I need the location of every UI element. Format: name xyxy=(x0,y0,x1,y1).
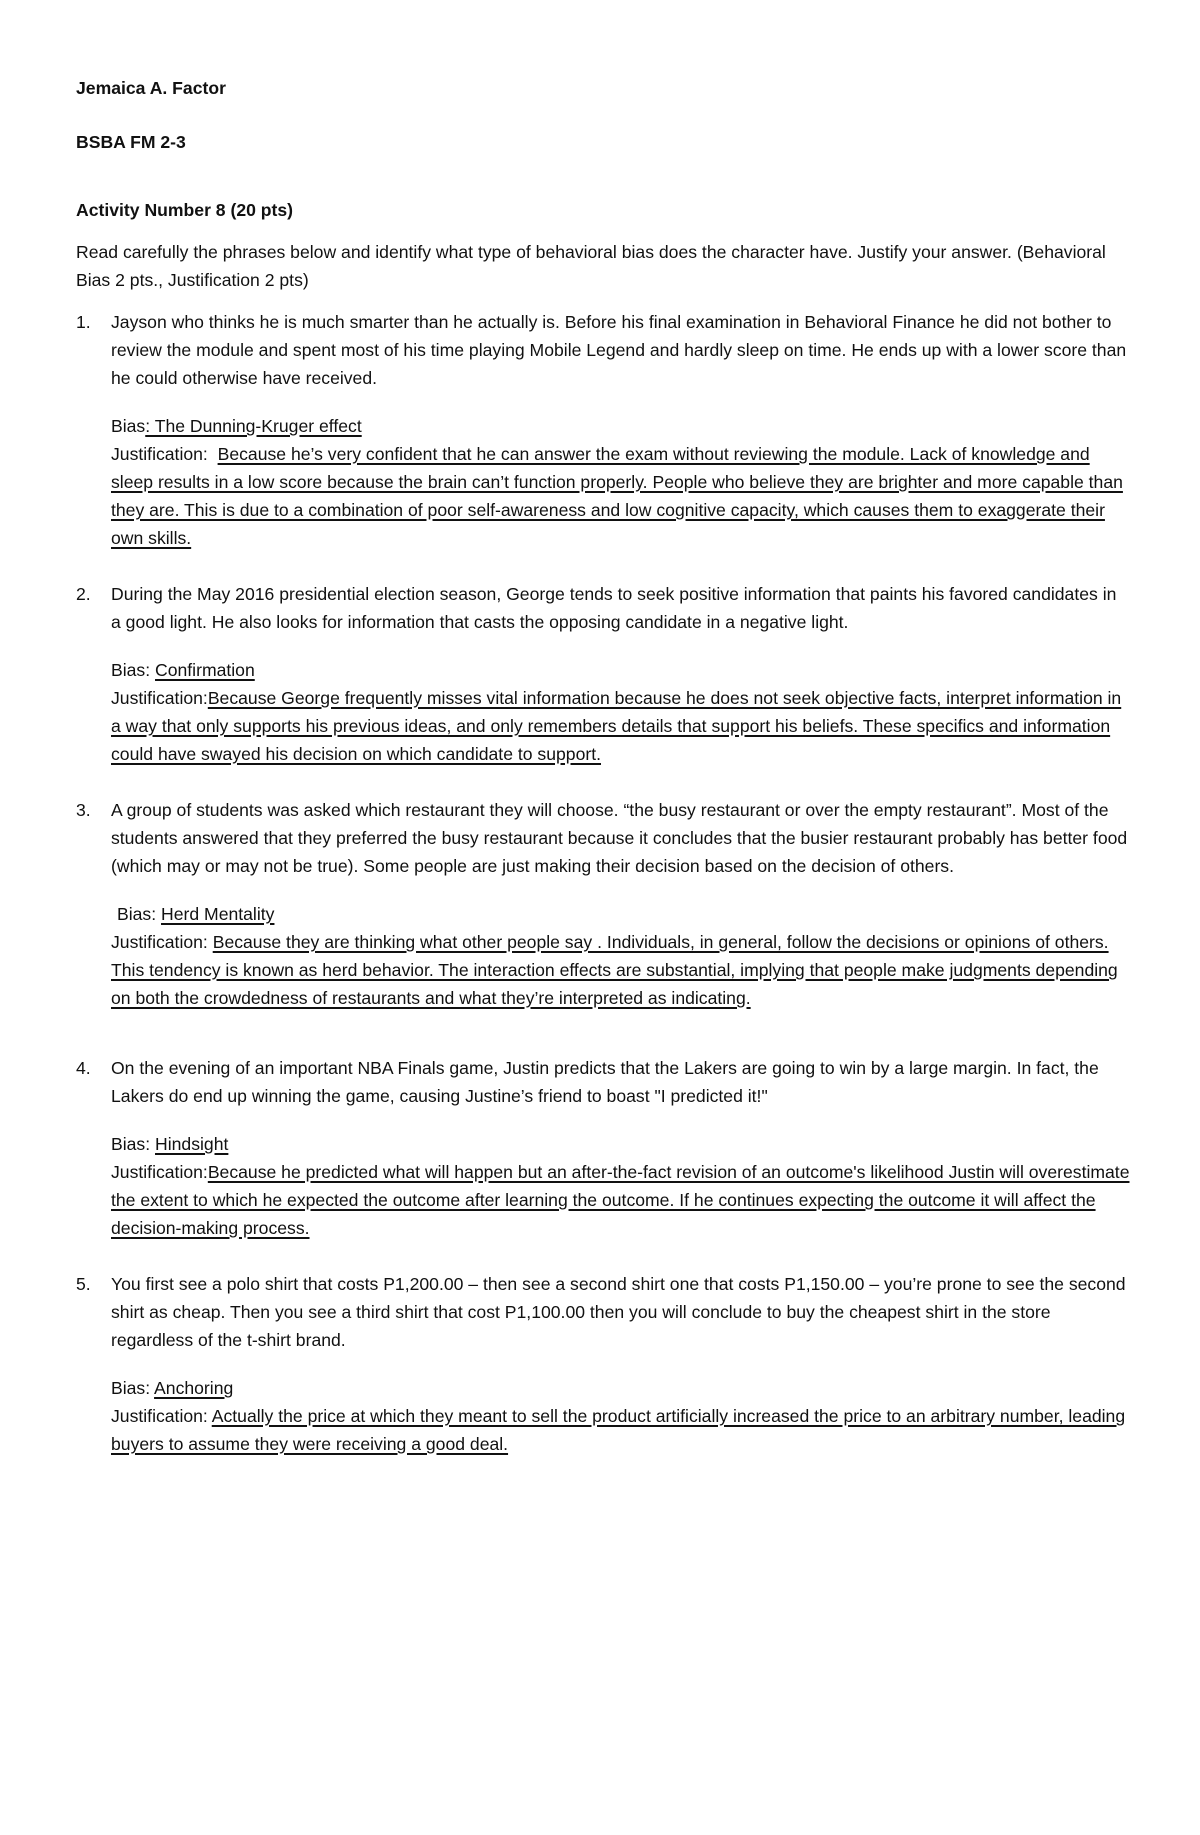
item-prompt: During the May 2016 presidential election season, George tends to seek positive information that paints his favored candidates in a good light. He also looks for information that casts the opposing candidate in a negative light. xyxy=(111,584,1117,632)
justification-label: Justification: xyxy=(111,1406,208,1426)
item-body xyxy=(111,796,1130,1012)
list-item xyxy=(76,1270,1130,1458)
item-body xyxy=(111,1054,1130,1242)
justification-label: Justification: xyxy=(111,444,208,464)
justification-text: Actually the price at which they meant to sell the product artificially increased the price to an arbitrary number, leading buyers to assume they were receiving a good deal. xyxy=(111,1406,1126,1454)
item-prompt: Jayson who thinks he is much smarter than he actually is. Before his final examination in Behavioral Finance he did not bother to review the module and spent most of his time playing Mobile Legend and hardly sleep on time. He ends up with a lower score than he could otherwise have received. xyxy=(111,312,1127,388)
bias-value: Anchoring xyxy=(154,1378,234,1398)
justification-line xyxy=(111,928,1130,1012)
item-number: 5. xyxy=(76,1274,91,1294)
activity-instructions: Read carefully the phrases below and identify what type of behavioral bias does the character have. Justify your answer. (Behavioral Bias 2 pts., Justification 2 pts) xyxy=(76,242,1106,290)
item-answer xyxy=(111,656,1130,768)
item-prompt: On the evening of an important NBA Finals game, Justin predicts that the Lakers are going to win by a large margin. In fact, the Lakers do end up winning the game, causing Justine’s friend to boast "I predicted it!" xyxy=(111,1058,1099,1106)
justification-text: Because they are thinking what other people say . Individuals, in general, follow the decisions or opinions of others. This tendency is known as herd behavior. The interaction effects are substantial, implying that people make judgments depending on both the crowdedness of restaurants and what they’re interpreted as indicating. xyxy=(111,932,1118,1008)
bias-line xyxy=(111,900,1130,928)
justification-line xyxy=(111,684,1130,768)
bias-label: Bias xyxy=(111,416,146,436)
item-prompt: A group of students was asked which restaurant they will choose. “the busy restaurant or over the empty restaurant”. Most of the students answered that they preferred the busy restaurant because it concludes that the busier restaurant probably has better food (which may or may not be true). Some people are just making their decision based on the decision of others. xyxy=(111,800,1128,876)
bias-line xyxy=(111,412,1130,440)
bias-label: Bias: xyxy=(111,660,151,680)
bias-value: : The Dunning-Kruger effect xyxy=(145,416,362,436)
bias-label: Bias: xyxy=(111,1378,151,1398)
justification-line xyxy=(111,440,1130,552)
item-number: 3. xyxy=(76,800,91,820)
bias-line xyxy=(111,1374,1130,1402)
list-item xyxy=(76,308,1130,552)
justification-text: Because he’s very confident that he can answer the exam without reviewing the module. Lack of knowledge and sleep results in a low score because the brain can’t function properly. People who believe they are brighter and more capable than they are. This is due to a combination of poor self-awareness and low cognitive capacity, which causes them to exaggerate their own skills. xyxy=(111,444,1123,548)
bias-line xyxy=(111,1130,1130,1158)
item-number: 1. xyxy=(76,312,91,332)
item-prompt: You first see a polo shirt that costs P1,200.00 – then see a second shirt one that costs P1,150.00 – you’re prone to see the second shirt as cheap. Then you see a third shirt that cost P1,100.00 then you will conclude to buy the cheapest shirt in the store regardless of the t-shirt brand. xyxy=(111,1274,1126,1350)
item-answer xyxy=(111,900,1130,1012)
justification-line xyxy=(111,1402,1130,1458)
student-name: Jemaica A. Factor xyxy=(76,78,226,98)
justification-label: Justification: xyxy=(111,932,208,952)
list-item xyxy=(76,1054,1130,1242)
justification-text: Because George frequently misses vital information because he does not seek objective facts, interpret information in a way that only supports his previous ideas, and only remembers details that support his beliefs. These specifics and information could have swayed his decision on which candidate to support. xyxy=(111,688,1122,764)
justification-label: Justification: xyxy=(111,688,208,708)
item-body xyxy=(111,1270,1130,1458)
item-number: 4. xyxy=(76,1058,91,1078)
item-answer xyxy=(111,1374,1130,1458)
justification-label: Justification: xyxy=(111,1162,208,1182)
item-body xyxy=(111,580,1130,768)
list-item xyxy=(76,796,1130,1012)
student-section: BSBA FM 2-3 xyxy=(76,132,186,152)
bias-value: Confirmation xyxy=(155,660,255,680)
bias-label: Bias: xyxy=(111,1134,151,1154)
activity-title: Activity Number 8 (20 pts) xyxy=(76,200,294,220)
bias-value: Herd Mentality xyxy=(161,904,275,924)
bias-line xyxy=(111,656,1130,684)
justification-text: Because he predicted what will happen but an after-the-fact revision of an outcome's likelihood Justin will overestimate the extent to which he expected the outcome after learning the outcome. If he continues expecting the outcome it will affect the decision-making process. xyxy=(111,1162,1130,1238)
item-number: 2. xyxy=(76,584,91,604)
bias-value: Hindsight xyxy=(155,1134,229,1154)
bias-label: Bias: xyxy=(117,904,157,924)
item-answer xyxy=(111,412,1130,552)
list-item xyxy=(76,580,1130,768)
item-answer xyxy=(111,1130,1130,1242)
justification-line xyxy=(111,1158,1130,1242)
item-body xyxy=(111,308,1130,552)
